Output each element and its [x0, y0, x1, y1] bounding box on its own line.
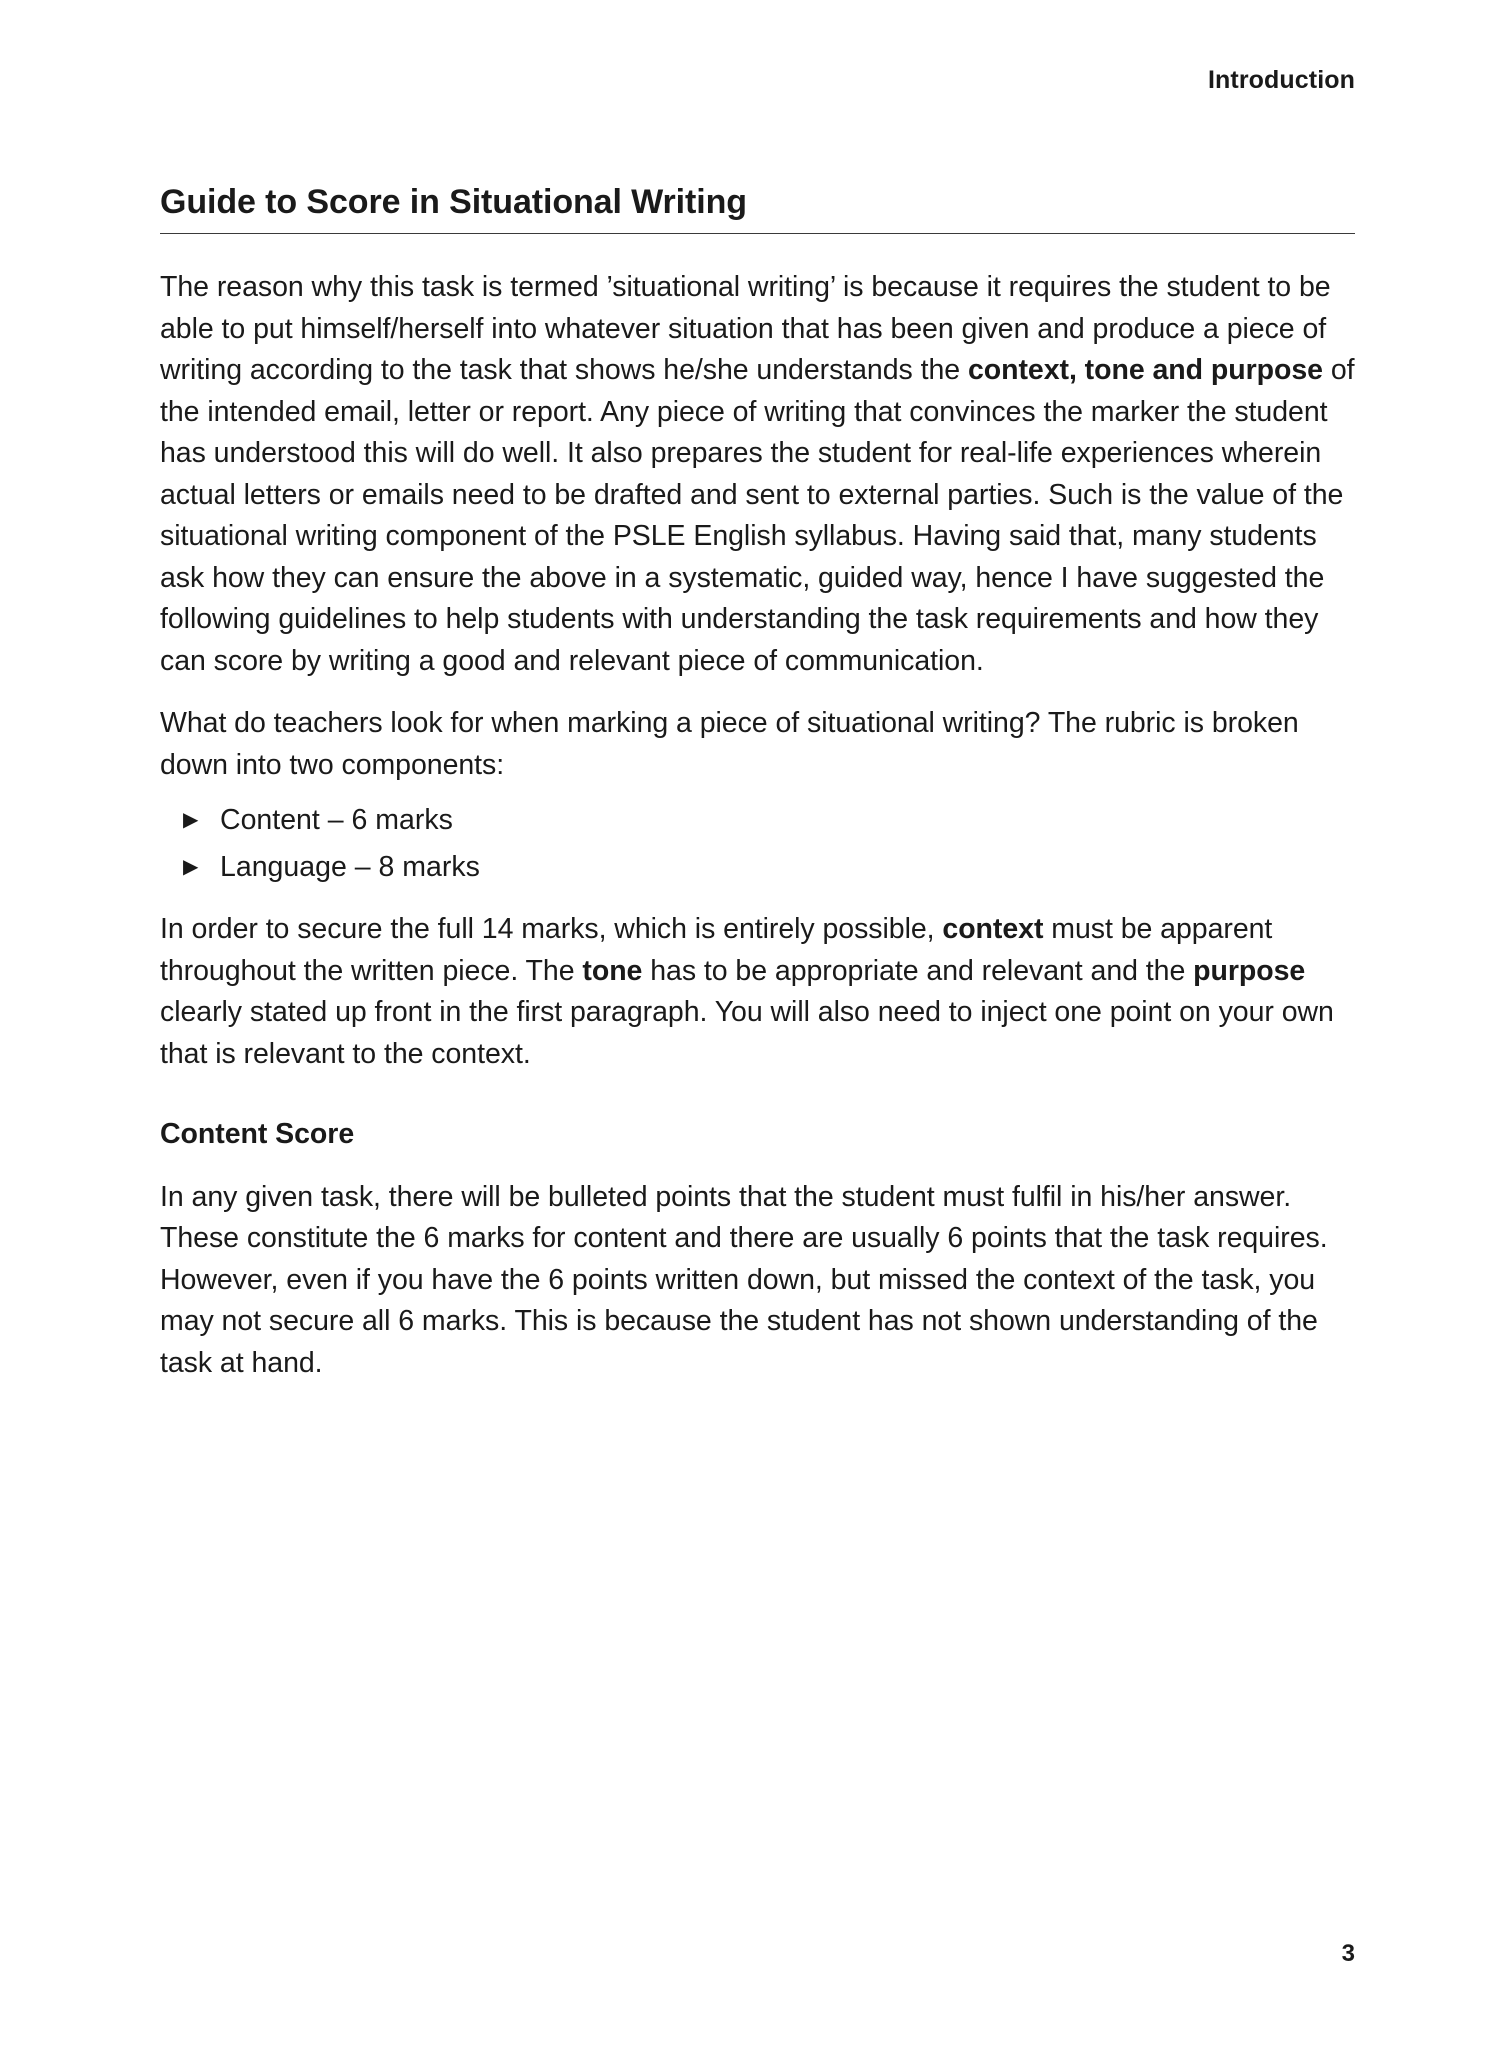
list-item [160, 800, 1355, 842]
list-item-label: Language – 8 marks [220, 850, 480, 883]
emphasis-context-tone-purpose: context, tone and purpose [967, 354, 1323, 387]
emphasis-tone: tone [582, 954, 643, 987]
emphasis-purpose: purpose [1193, 954, 1306, 987]
content-column [160, 183, 1355, 1384]
paragraph-rubric-question: What do teachers look for when marking a piece of situational writing? The rubric is broken down into two components: [160, 707, 1299, 781]
paragraph-intro [160, 267, 1355, 682]
section-heading-content-score: Content Score [160, 1118, 355, 1151]
paragraph-intro-part-2: of the intended email, letter or report. Any piece of writing that convinces the marker the student has understood this will do well. It also prepares the student for real-life experiences wherein actual letters or emails need to be drafted and sent to external parties. Such is the value of the situational writing component of the PSLE English syllabus. Having said that, many students ask how they can ensure the above in a systematic, guided way, hence I have suggested the following guidelines to help students with understanding the task requirements and how they can score by writing a good and relevant piece of communication. [160, 354, 1355, 677]
page-title: Guide to Score in Situational Writing [160, 183, 1355, 234]
list-item [160, 847, 1355, 889]
paragraph-full-marks [160, 909, 1355, 1075]
paragraph-full-marks-part-2: must be apparent throughout the written piece. The [160, 913, 1273, 987]
paragraph-content-score: In any given task, there will be bulleted points that the student must fulfil in his/her answer. These constitute the 6 marks for content and there are usually 6 points that the task requires. However, even if you have the 6 points written down, but missed the context of the task, you may not secure all 6 marks. This is because the student has not shown understanding of the task at hand. [160, 1180, 1328, 1379]
list-item-label: Content – 6 marks [220, 804, 453, 837]
triangle-bullet-icon: ▶ [183, 809, 199, 832]
page-number: 3 [1341, 1940, 1355, 1967]
paragraph-full-marks-part-1: In order to secure the full 14 marks, which is entirely possible, [160, 913, 943, 946]
running-head: Introduction [1207, 66, 1355, 94]
emphasis-context: context [942, 913, 1044, 946]
triangle-bullet-icon: ▶ [183, 855, 199, 878]
rubric-components-list [160, 800, 1355, 888]
paragraph-intro-part-1: The reason why this task is termed ’situational writing’ is because it requires the student to be able to put himself/herself into whatever situation that has been given and produce a piece of writing according to the task that shows he/she understands the [160, 271, 1331, 387]
paragraph-full-marks-part-4: clearly stated up front in the first paragraph. You will also need to inject one point on your own that is relevant to the context. [160, 996, 1334, 1070]
paragraph-full-marks-part-3: has to be appropriate and relevant and the [642, 954, 1194, 987]
